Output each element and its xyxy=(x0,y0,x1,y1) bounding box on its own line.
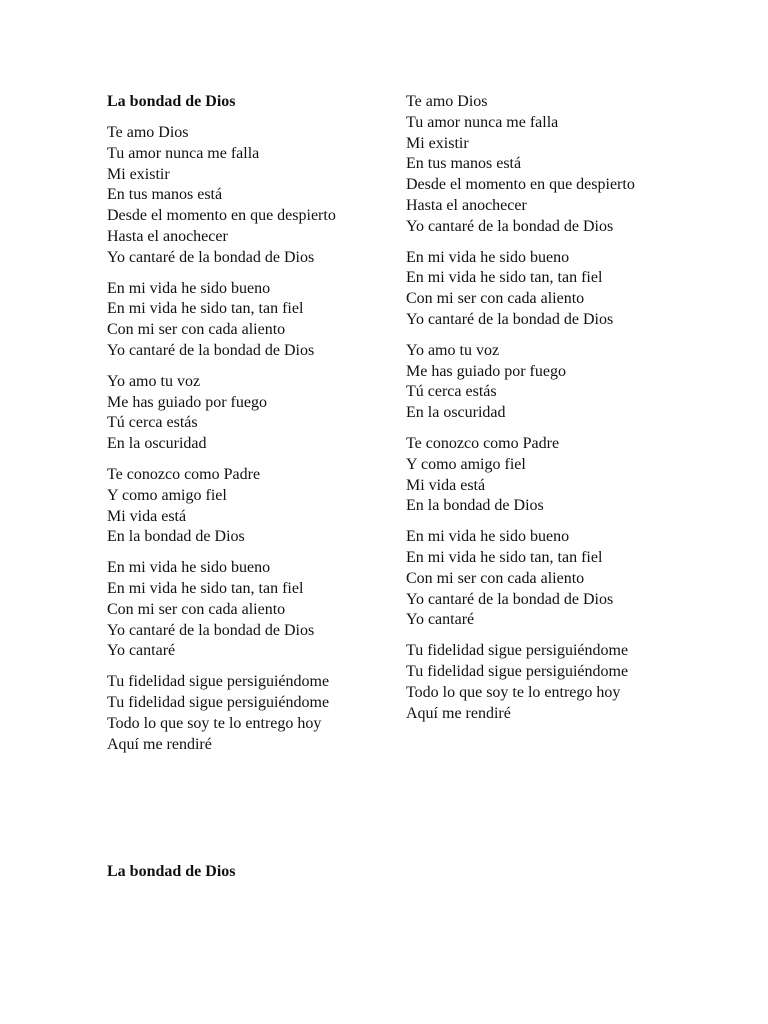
lyrics-line: Te amo Dios xyxy=(406,93,488,110)
lyrics-line: Te conozco como Padre xyxy=(406,434,560,452)
lyrics-line: Con mi ser con cada aliento xyxy=(107,600,286,618)
lyrics-line: En mi vida he sido tan, tan fiel xyxy=(406,269,603,287)
lyrics-line: Tú cerca estás xyxy=(107,414,198,432)
lyrics-line: Tu fidelidad sigue persiguiéndome xyxy=(406,642,629,660)
lyrics-line: En mi vida he sido tan, tan fiel xyxy=(107,300,304,318)
lyrics-line: Mi existir xyxy=(107,165,170,183)
lyrics-column-right xyxy=(406,92,706,734)
lyrics-line: En la oscuridad xyxy=(107,435,207,453)
lyrics-line: Me has guiado por fuego xyxy=(107,393,267,411)
lyrics-line: Hasta el anochecer xyxy=(107,227,228,245)
lyrics-line: Yo cantaré de la bondad de Dios xyxy=(406,590,614,608)
lyrics-line: Yo cantaré de la bondad de Dios xyxy=(107,621,315,639)
lyrics-stanza xyxy=(406,527,706,631)
lyrics-line: Y como amigo fiel xyxy=(107,486,227,504)
lyrics-line: Tú cerca estás xyxy=(406,383,497,401)
lyrics-line: Con mi ser con cada aliento xyxy=(406,569,585,587)
lyrics-stanza xyxy=(406,92,706,238)
lyrics-stanza xyxy=(107,279,407,362)
right-stanza-list xyxy=(406,92,706,724)
lyrics-line: Mi existir xyxy=(406,134,469,152)
lyrics-line: Tu fidelidad sigue persiguiéndome xyxy=(107,693,330,711)
next-page-song-title: La bondad de Dios xyxy=(107,863,236,880)
lyrics-line: Aquí me rendiré xyxy=(107,735,212,753)
lyrics-line: En mi vida he sido bueno xyxy=(406,248,570,266)
lyrics-stanza xyxy=(107,558,407,662)
lyrics-line: Tu amor nunca me falla xyxy=(406,113,559,131)
lyrics-stanza xyxy=(107,123,407,269)
lyrics-line: Todo lo que soy te lo entrego hoy xyxy=(107,714,322,732)
lyrics-line: Mi vida está xyxy=(107,507,187,525)
lyrics-stanza xyxy=(107,465,407,548)
lyrics-line: En la bondad de Dios xyxy=(107,528,245,546)
lyrics-column-left xyxy=(107,92,407,765)
lyrics-line: Mi vida está xyxy=(406,476,486,494)
lyrics-line: Yo cantaré de la bondad de Dios xyxy=(406,217,614,235)
lyrics-line: En mi vida he sido bueno xyxy=(406,528,570,546)
lyrics-stanza xyxy=(107,672,407,755)
lyrics-line: Yo cantaré xyxy=(406,611,475,629)
lyrics-line: En tus manos está xyxy=(406,155,522,173)
lyrics-line: En mi vida he sido tan, tan fiel xyxy=(406,548,603,566)
lyrics-line: Te conozco como Padre xyxy=(107,465,261,483)
lyrics-line: Me has guiado por fuego xyxy=(406,362,566,380)
lyrics-stanza xyxy=(406,341,706,424)
lyrics-line: Y como amigo fiel xyxy=(406,455,526,473)
lyrics-line: Yo cantaré de la bondad de Dios xyxy=(406,310,614,328)
lyrics-line: Hasta el anochecer xyxy=(406,196,527,214)
lyrics-line: En mi vida he sido bueno xyxy=(107,559,271,577)
left-stanza-list xyxy=(107,123,407,755)
lyrics-line: En la oscuridad xyxy=(406,404,506,422)
lyrics-line: Desde el momento en que despierto xyxy=(107,207,336,225)
lyrics-line: Yo amo tu voz xyxy=(406,341,500,359)
lyrics-line: Tu fidelidad sigue persiguiéndome xyxy=(107,673,330,691)
lyrics-line: Yo cantaré xyxy=(107,642,176,660)
lyrics-line: En la bondad de Dios xyxy=(406,497,544,515)
lyrics-line: Con mi ser con cada aliento xyxy=(107,321,286,339)
lyrics-line: Con mi ser con cada aliento xyxy=(406,290,585,308)
lyrics-line: Todo lo que soy te lo entrego hoy xyxy=(406,683,621,701)
lyrics-line: En mi vida he sido bueno xyxy=(107,279,271,297)
lyrics-stanza xyxy=(406,434,706,517)
lyrics-stanza xyxy=(107,372,407,455)
lyrics-line: Tu amor nunca me falla xyxy=(107,144,260,162)
lyrics-line: En mi vida he sido tan, tan fiel xyxy=(107,579,304,597)
lyrics-line: Te amo Dios xyxy=(107,124,189,141)
song-title: La bondad de Dios xyxy=(107,93,236,110)
lyrics-line: Aquí me rendiré xyxy=(406,704,511,722)
lyrics-line: Yo cantaré de la bondad de Dios xyxy=(107,248,315,266)
lyrics-line: Yo cantaré de la bondad de Dios xyxy=(107,341,315,359)
lyrics-stanza xyxy=(406,641,706,724)
lyrics-line: En tus manos está xyxy=(107,186,223,204)
lyrics-line: Desde el momento en que despierto xyxy=(406,176,635,194)
lyrics-stanza xyxy=(406,248,706,331)
lyrics-line: Yo amo tu voz xyxy=(107,372,201,390)
lyrics-line: Tu fidelidad sigue persiguiéndome xyxy=(406,662,629,680)
